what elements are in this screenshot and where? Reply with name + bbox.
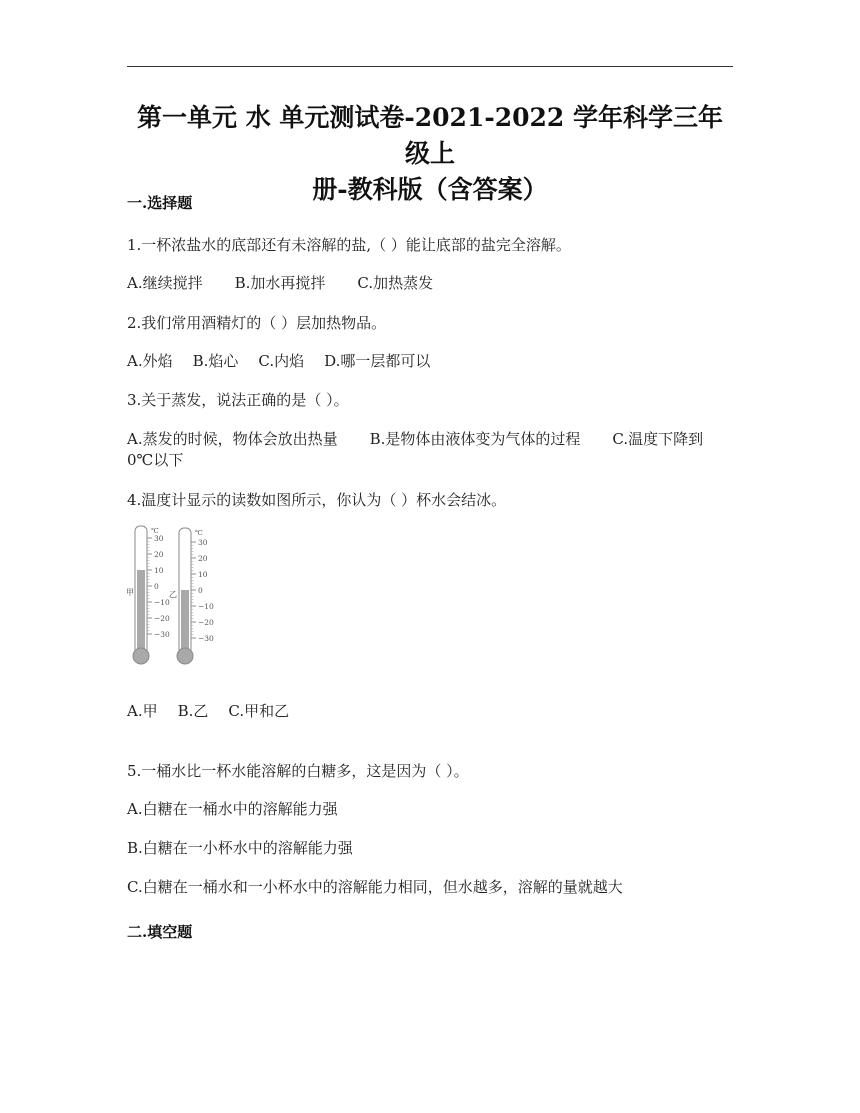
thermometer-yi-label: 乙 <box>169 590 177 599</box>
thermometer-jia-bulb <box>133 648 149 664</box>
q1-option-b: B.加水再搅拌 <box>234 274 326 292</box>
question-3-stem: 3.关于蒸发，说法正确的是（ ）。 <box>127 391 349 409</box>
question-2-stem: 2.我们常用酒精灯的（ ）层加热物品。 <box>127 314 387 332</box>
section-choice-heading: 一.选择题 <box>127 194 193 212</box>
top-rule <box>127 66 733 67</box>
q5-option-c: C.白糖在一桶水和一小杯水中的溶解能力相同，但水越多，溶解的量就越大 <box>127 878 623 896</box>
thermometer-jia-tick-label: −30 <box>154 630 170 639</box>
q5-option-a: A.白糖在一桶水中的溶解能力强 <box>127 800 338 818</box>
thermometer-figure <box>127 524 227 666</box>
thermometer-yi-tick-label: −10 <box>198 602 214 611</box>
q2-option-d: D.哪一层都可以 <box>324 352 431 370</box>
q3-option-b: B.是物体由液体变为气体的过程 <box>369 430 581 448</box>
thermometer-yi-tick-label: 30 <box>198 538 208 547</box>
thermometer-yi-bulb <box>177 648 193 664</box>
thermometer-jia-tick-label: 30 <box>154 534 164 543</box>
q2-option-a: A.外焰 <box>127 352 173 370</box>
thermometer-diagram <box>127 524 227 666</box>
thermometer-jia-unit: ℃ <box>151 527 159 535</box>
q3-option-a: A.蒸发的时候，物体会放出热量 <box>127 430 338 448</box>
thermometer-jia <box>126 526 170 664</box>
thermometer-jia-tick-label: 20 <box>154 550 164 559</box>
thermometer-yi <box>169 528 214 664</box>
thermometer-jia-scale <box>147 534 170 639</box>
q4-option-c: C.甲和乙 <box>228 702 290 720</box>
section-fill-heading: 二.填空题 <box>127 923 193 941</box>
question-2-options <box>127 351 733 372</box>
thermometer-jia-label: 甲 <box>126 588 134 597</box>
title-line-1: 第一单元 水 单元测试卷-2021-2022 学年科学三年级上 <box>136 103 724 168</box>
question-1-options <box>127 273 733 294</box>
title-line-2: 册-教科版（含答案） <box>312 175 548 204</box>
thermometer-yi-liquid <box>181 590 189 654</box>
q3-option-c: C.温度下降到 0℃以下 <box>127 430 704 469</box>
thermometer-yi-tick-label: 0 <box>198 586 203 595</box>
question-5-stem: 5.一桶水比一杯水能溶解的白糖多，这是因为（ ）。 <box>127 762 469 780</box>
question-3-options <box>127 429 733 471</box>
question-4-options <box>127 701 733 722</box>
thermometer-yi-scale <box>191 538 214 643</box>
thermometer-yi-tick-label: 20 <box>198 554 208 563</box>
q4-option-b: B.乙 <box>177 702 209 720</box>
thermometer-yi-unit: ℃ <box>195 529 203 537</box>
question-1-stem: 1.一杯浓盐水的底部还有未溶解的盐,（ ）能让底部的盐完全溶解。 <box>127 236 571 254</box>
thermometer-yi-tick-label: −30 <box>198 634 214 643</box>
q1-option-c: C.加热蒸发 <box>357 274 434 292</box>
question-4-stem: 4.温度计显示的读数如图所示，你认为（ ）杯水会结冰。 <box>127 491 507 509</box>
thermometer-jia-tick-label: 10 <box>154 566 164 575</box>
thermometer-jia-tick-label: −20 <box>154 614 170 623</box>
thermometer-yi-tick-label: −20 <box>198 618 214 627</box>
thermometer-jia-tick-label: 0 <box>154 582 159 591</box>
q1-option-a: A.继续搅拌 <box>127 274 203 292</box>
q2-option-c: C.内焰 <box>258 352 305 370</box>
thermometer-jia-tick-label: −10 <box>154 598 170 607</box>
thermometer-yi-tick-label: 10 <box>198 570 208 579</box>
q4-option-a: A.甲 <box>127 702 158 720</box>
q5-option-b: B.白糖在一小杯水中的溶解能力强 <box>127 839 353 857</box>
thermometer-jia-liquid <box>137 570 145 654</box>
page-title <box>127 100 733 208</box>
q2-option-b: B.焰心 <box>192 352 239 370</box>
